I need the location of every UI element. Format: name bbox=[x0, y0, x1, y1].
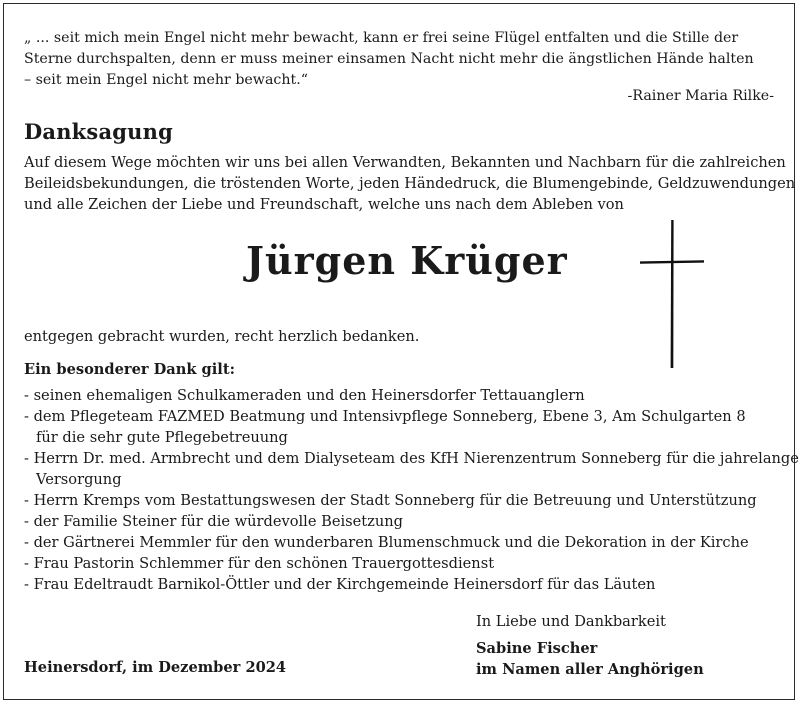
closing-phrase: In Liebe und Dankbarkeit bbox=[476, 613, 666, 630]
list-item-continuation: Versorgung bbox=[36, 471, 122, 488]
deceased-name: Jürgen Krüger bbox=[246, 238, 568, 283]
cross-icon bbox=[638, 218, 706, 370]
received-text: entgegen gebracht wurden, recht herzlich bedanken. bbox=[24, 328, 420, 345]
list-item: - Herrn Dr. med. Armbrecht und dem Dialyseteam des KfH Nierenzentrum Sonneberg für die jahrelange bbox=[24, 450, 799, 467]
special-thanks-list bbox=[24, 385, 799, 595]
special-thanks-title: Ein besonderer Dank gilt: bbox=[24, 361, 235, 378]
list-item: - der Gärtnerei Memmler für den wunderbaren Blumenschmuck und die Dekoration in der Kirche bbox=[24, 534, 749, 551]
quote-line: – seit mein Engel nicht mehr bewacht.“ bbox=[24, 72, 308, 88]
intro-paragraph bbox=[24, 152, 795, 215]
page-title: Danksagung bbox=[24, 119, 173, 144]
quote-line: „ ... seit mich mein Engel nicht mehr bewacht, kann er frei seine Flügel entfalten und die Stille der bbox=[24, 30, 739, 46]
place-date: Heinersdorf, im Dezember 2024 bbox=[24, 659, 287, 676]
list-item: - Frau Edeltraudt Barnikol-Öttler und der Kirchgemeinde Heinersdorf für das Läuten bbox=[24, 576, 656, 593]
quote-author: -Rainer Maria Rilke- bbox=[627, 88, 774, 104]
intro-line: Auf diesem Wege möchten wir uns bei allen Verwandten, Bekannten und Nachbarn für die zahlreichen bbox=[24, 154, 786, 171]
intro-line: Beileidsbekundungen, die tröstenden Worte, jeden Händedruck, die Blumengebinde, Geldzuwendungen bbox=[24, 175, 796, 192]
list-item: - seinen ehemaligen Schulkameraden und den Heinersdorfer Tettauanglern bbox=[24, 387, 585, 404]
rilke-quote bbox=[24, 28, 754, 91]
list-item: - der Familie Steiner für die würdevolle Beisetzung bbox=[24, 513, 403, 530]
signer-name: Sabine Fischer bbox=[476, 640, 598, 657]
quote-line: Sterne durchspalten, denn er muss meiner einsamen Nacht nicht mehr die ängstlichen Hände halten bbox=[24, 51, 754, 67]
list-item: - Herrn Kremps vom Bestattungswesen der Stadt Sonneberg für die Betreuung und Unterstützung bbox=[24, 492, 757, 509]
list-item: - Frau Pastorin Schlemmer für den schönen Trauergottesdienst bbox=[24, 555, 495, 572]
list-item: - dem Pflegeteam FAZMED Beatmung und Intensivpflege Sonneberg, Ebene 3, Am Schulgarten 8 bbox=[24, 408, 746, 425]
intro-line: und alle Zeichen der Liebe und Freundschaft, welche uns nach dem Ableben von bbox=[24, 196, 624, 213]
list-item-continuation: für die sehr gute Pflegebetreuung bbox=[36, 429, 288, 446]
signer-on-behalf: im Namen aller Anghörigen bbox=[476, 661, 704, 678]
signature-block bbox=[476, 638, 704, 680]
